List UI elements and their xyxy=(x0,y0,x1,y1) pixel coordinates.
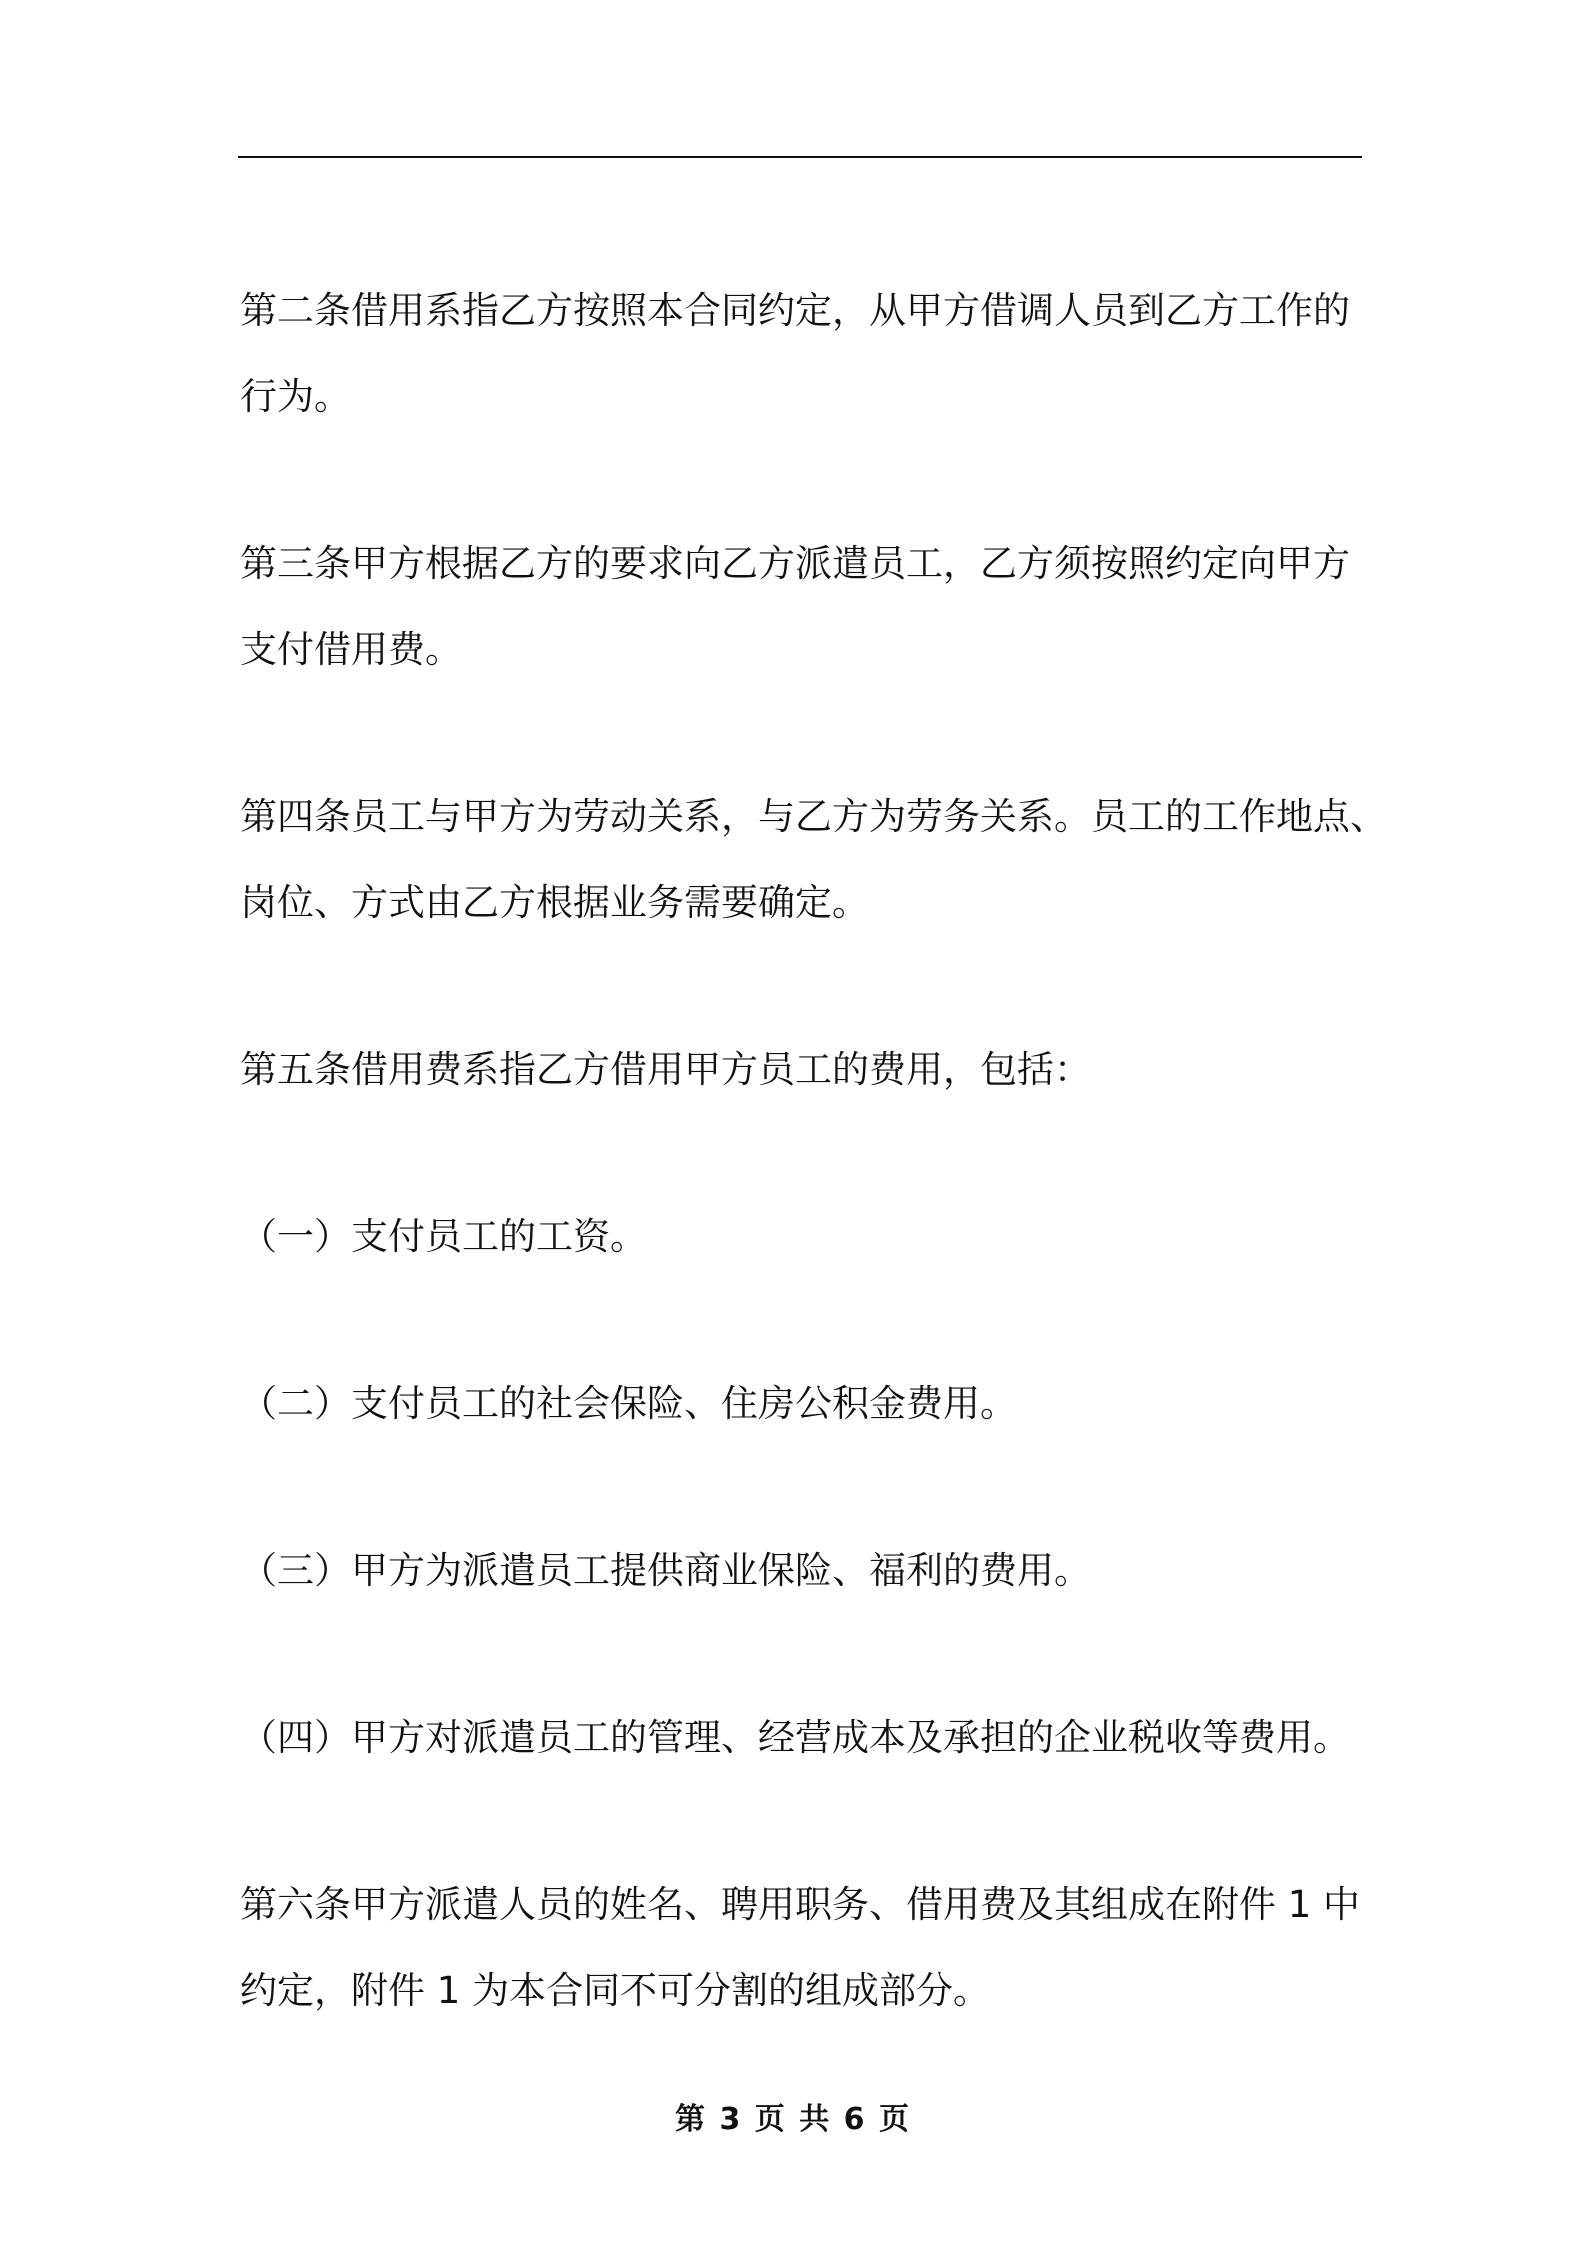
article-5-line-1: 第五条借用费系指乙方借用甲方员工的费用，包括： xyxy=(240,1048,1091,1091)
article-3-line-1: 第三条甲方根据乙方的要求向乙方派遣员工，乙方须按照约定向甲方 xyxy=(240,542,1350,585)
article-6-line-2: 约定，附件 1 为本合同不可分割的组成部分。 xyxy=(240,1969,991,2012)
item-1-paragraph xyxy=(240,1194,1364,1280)
article-3-line-2: 支付借用费。 xyxy=(240,628,462,671)
item-2-paragraph xyxy=(240,1361,1364,1447)
article-6-paragraph xyxy=(240,1862,1364,2034)
article-2-line-2: 行为。 xyxy=(240,375,351,418)
page-indicator: 第 3 页 共 6 页 xyxy=(675,2102,911,2137)
header-rule xyxy=(238,156,1362,158)
article-4-line-2: 岗位、方式由乙方根据业务需要确定。 xyxy=(240,881,869,924)
item-1-line: （一）支付员工的工资。 xyxy=(240,1215,647,1258)
item-2-line: （二）支付员工的社会保险、住房公积金费用。 xyxy=(240,1382,1017,1425)
item-3-paragraph xyxy=(240,1528,1364,1614)
article-6-line-1: 第六条甲方派遣人员的姓名、聘用职务、借用费及其组成在附件 1 中 xyxy=(240,1883,1361,1926)
article-4-paragraph xyxy=(240,774,1387,946)
article-5-paragraph xyxy=(240,1027,1364,1113)
article-4-line-1: 第四条员工与甲方为劳动关系，与乙方为劳务关系。员工的工作地点、 xyxy=(240,795,1387,838)
article-2-paragraph xyxy=(240,268,1364,440)
article-3-paragraph xyxy=(240,521,1364,693)
article-2-line-1: 第二条借用系指乙方按照本合同约定，从甲方借调人员到乙方工作的 xyxy=(240,289,1350,332)
item-4-line: （四）甲方对派遣员工的管理、经营成本及承担的企业税收等费用。 xyxy=(240,1716,1350,1759)
item-3-line: （三）甲方为派遣员工提供商业保险、福利的费用。 xyxy=(240,1549,1091,1592)
item-4-paragraph xyxy=(240,1695,1364,1781)
